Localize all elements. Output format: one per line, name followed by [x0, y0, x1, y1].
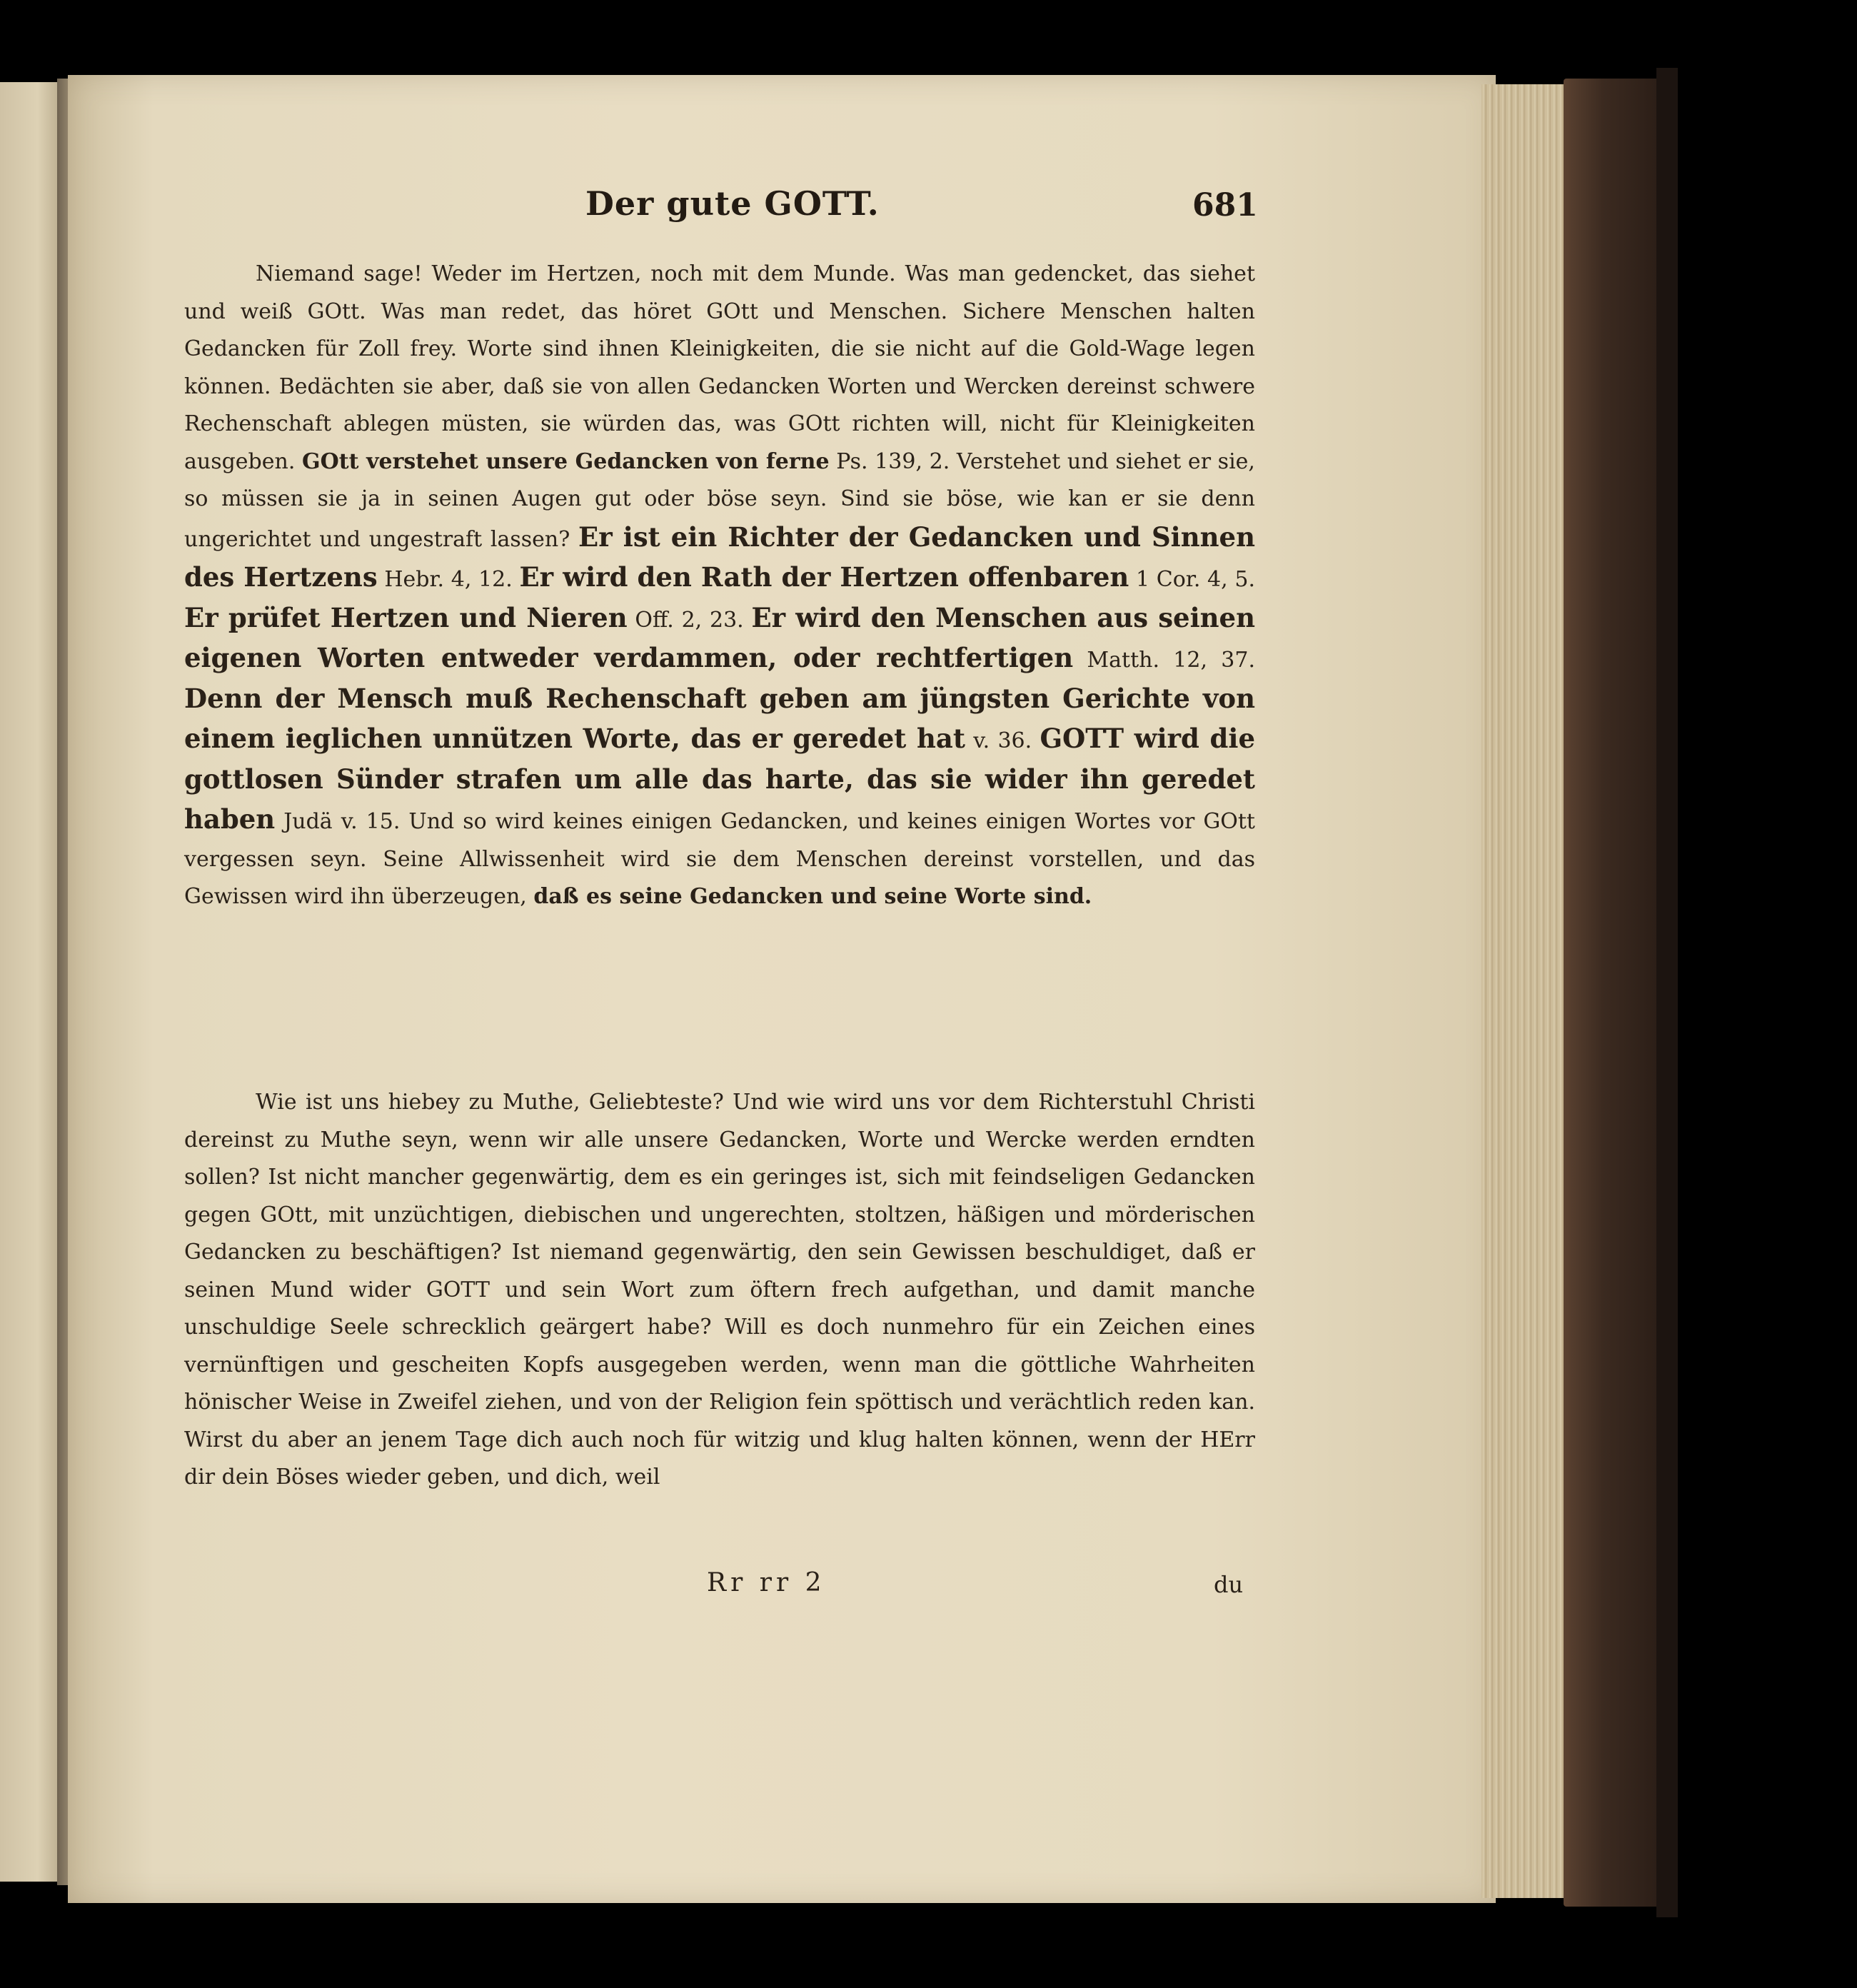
- scripture-reference: Matth. 12, 37.: [1087, 648, 1255, 673]
- text-run: Ps. 139, 2. Verstehet und siehet er sie, so müssen sie ja in seinen Augen gut oder böse seyn. Sind sie böse, wie kan er sie denn ungerichtet und ungestraft lassen?: [184, 448, 1255, 552]
- page-edges: [1481, 84, 1567, 1898]
- scripture-reference: 1 Cor. 4, 5.: [1135, 567, 1255, 592]
- emphasized-text: Er ist ein Richter der Gedancken und Sinnen des Hertzens: [184, 521, 1255, 593]
- running-head-title: Der gute GOTT.: [585, 184, 880, 223]
- scripture-reference: Off. 2, 23.: [635, 607, 744, 633]
- book-cover-edge: [1564, 79, 1664, 1907]
- emphasized-text: Denn der Mensch muß Rechenschaft geben am jüngsten Gerichte von einem ieglichen unnützen Worte, das er geredet hat: [184, 682, 1255, 754]
- scripture-reference: Hebr. 4, 12.: [384, 567, 513, 592]
- text-run: Judä v. 15. Und so wird keines einigen Gedancken, und keines einigen Wortes vor GOtt vergessen seyn. Seine Allwissenheit wird sie dem Menschen dereinst vorstellen, und das Gewissen wird ihn überzeugen,: [184, 809, 1255, 909]
- book-cover-board: [1656, 68, 1678, 1917]
- paragraph-2: Wie ist uns hiebey zu Muthe, Geliebteste? Und wie wird uns vor dem Richterstuhl Christi dereinst zu Muthe seyn, wenn wir alle unsere Gedancken, Worte und Wercke werden erndten sollen? Ist nicht mancher gegenwärtig, dem es ein geringes ist, sich mit feindseligen Gedancken gegen GOtt, mit unzüchtigen, diebischen und ungerechten, stoltzen, häßigen und mörderischen Gedancken zu beschäftigen? Ist niemand gegenwärtig, den sein Gewissen beschuldiget, daß er seinen Mund wider GOTT und sein Wort zum öftern frech aufgethan, und damit manche unschuldige Seele schrecklich geärgert habe? Will es doch nunmehro für ein Zeichen eines vernünftigen und gescheiten Kopfs ausgegeben werden, wenn man die göttliche Wahrheiten hönischer Weise in Zweifel ziehen, und von der Religion fein spöttisch und verächtlich reden kan. Wirst du aber an jenem Tage dich auch noch für witzig und klug halten können, wenn der HErr dir dein Böses wieder geben, und dich, weil: [184, 1090, 1255, 1490]
- emphasized-text: Er wird den Rath der Hertzen offenbaren: [519, 561, 1129, 593]
- scripture-reference: v. 36.: [973, 728, 1032, 753]
- signature-mark: Rr rr 2: [707, 1568, 826, 1597]
- text-run: Niemand sage! Weder im Hertzen, noch mit dem Munde. Was man gedencket, das siehet und weiß GOtt. Was man redet, das höret GOtt und Menschen. Sichere Menschen halten Gedancken für Zoll frey. Worte sind ihnen Kleinigkeiten, die sie nicht auf die Gold-Wage legen können. Bedächten sie aber, daß sie von allen Gedancken Worten und Wercken dereinst schwere Rechenschaft ablegen müsten, sie würden das, was GOtt richten will, nicht für Kleinigkeiten ausgeben.: [184, 261, 1255, 474]
- emphasized-text: GOTT wird die gottlosen Sünder strafen um alle das harte, das sie wider ihn geredet haben: [184, 723, 1256, 835]
- emphasized-text: Er wird den Menschen aus seinen eigenen Worten entweder verdammen, oder rechtfertigen: [184, 601, 1255, 673]
- emphasized-text: daß es seine Gedancken und seine Worte sind.: [533, 884, 1092, 909]
- emphasized-text: Er prüfet Hertzen und Nieren: [184, 601, 628, 633]
- catchword: du: [1214, 1571, 1244, 1598]
- left-page-edge: [0, 82, 63, 1882]
- emphasized-text: GOtt verstehet unsere Gedancken von ferne: [302, 448, 830, 474]
- page-number: 681: [1192, 187, 1258, 224]
- paragraph-1: [184, 256, 1255, 916]
